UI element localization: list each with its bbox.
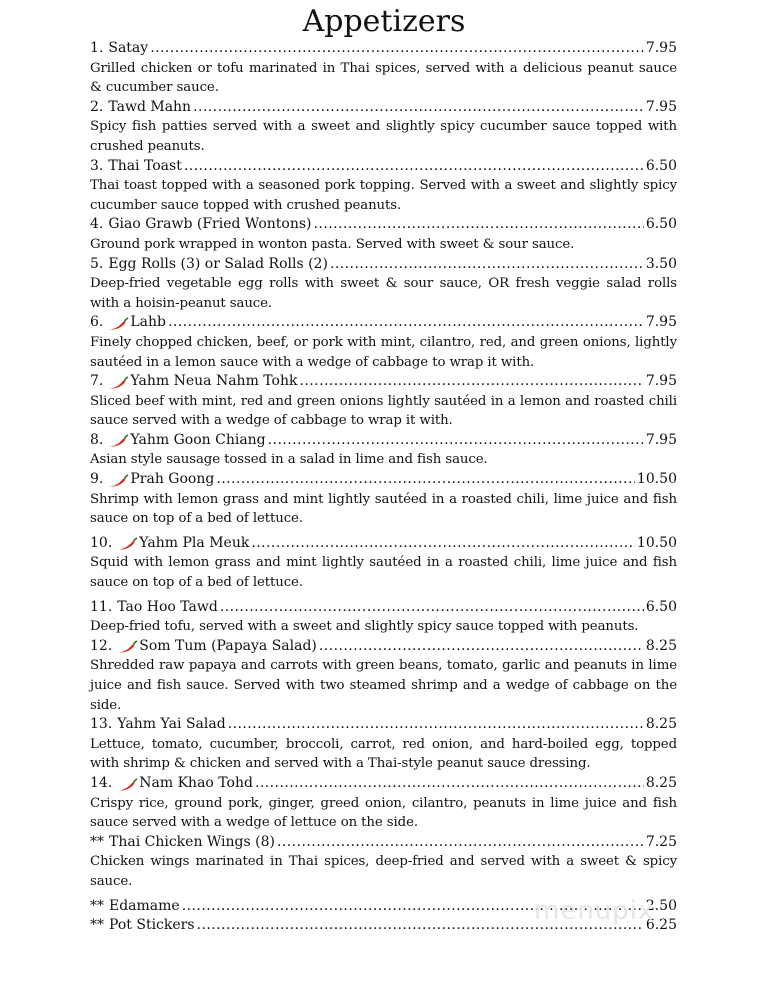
menu-item-row <box>90 215 677 235</box>
chili-pepper-icon <box>116 537 138 551</box>
item-description: Grilled chicken or tofu marinated in Thai spices, served with a delicious peanut sauce & cucumber sauce. <box>90 60 677 96</box>
item-description: Finely chopped chicken, beef, or pork with mint, cilantro, red, and green onions, lightly sautéed in a lemon sauce with a wedge of cabbage to wrap it with. <box>90 334 677 370</box>
dot-leader <box>184 157 644 177</box>
item-description: Squid with lemon grass and mint lightly sautéed in a roasted chili, lime juice and fish sauce on top of a bed of lettuce. <box>90 555 677 591</box>
menu-item <box>90 833 677 892</box>
item-description: Deep-fried vegetable egg rolls with sweet & sour sauce, OR fresh veggie salad rolls with a hoisin-peanut sauce. <box>90 276 677 311</box>
item-number: 6. <box>90 314 104 331</box>
item-name: Nam Khao Tohd <box>139 774 253 791</box>
item-price: 7.95 <box>645 431 677 448</box>
item-price: 6.50 <box>645 216 677 233</box>
menu-item <box>90 372 677 431</box>
item-name: Prah Goong <box>130 471 215 488</box>
item-price: 7.95 <box>645 314 677 331</box>
menu-item <box>90 534 677 593</box>
chili-pepper-icon <box>116 778 138 792</box>
item-number: 7. <box>90 373 104 390</box>
dot-leader <box>220 598 644 618</box>
item-price: 3.50 <box>645 255 677 272</box>
item-name: Som Tum (Papaya Salad) <box>139 637 317 654</box>
item-price: 10.50 <box>636 534 677 551</box>
item-name: Yahm Yai Salad <box>117 716 226 733</box>
appetizers-menu <box>90 39 677 936</box>
item-description: Asian style sausage tossed in a salad in lime and fish sauce. <box>90 452 488 468</box>
item-price: 8.25 <box>645 716 677 733</box>
item-description: Thai toast topped with a seasoned pork topping. Served with a sweet and slightly spicy cucumber sauce topped with crushed peanuts. <box>90 178 677 213</box>
dot-leader <box>168 313 644 333</box>
menu-item-row <box>90 637 677 657</box>
item-number: 5. <box>90 255 104 272</box>
item-description: Shredded raw papaya and carrots with green beans, tomato, garlic and peanuts in lime juice and fish sauce. Served with two steamed shrimp and a wedge of cabbage on the side. <box>90 658 677 713</box>
chili-pepper-icon <box>107 376 129 390</box>
chili-pepper-icon <box>116 640 138 654</box>
dot-leader <box>251 534 635 554</box>
menu-item <box>90 598 677 637</box>
item-description: Spicy fish patties served with a sweet and slightly spicy cucumber sauce topped with crushed peanuts. <box>90 119 677 154</box>
menu-item-row <box>90 774 677 794</box>
dot-leader <box>319 637 644 657</box>
item-price: 10.50 <box>636 471 677 488</box>
item-name: Thai Chicken Wings (8) <box>109 833 275 850</box>
dot-leader <box>193 98 644 118</box>
item-price: 8.25 <box>645 637 677 654</box>
menu-item-row <box>90 598 677 618</box>
item-name: Tao Hoo Tawd <box>117 598 218 615</box>
item-price: 6.50 <box>645 598 677 615</box>
chili-pepper-icon <box>107 474 129 488</box>
menu-item-row <box>90 715 677 735</box>
item-name: Egg Rolls (3) or Salad Rolls (2) <box>108 255 328 272</box>
item-number: 1. <box>90 40 104 56</box>
dot-leader <box>150 39 644 59</box>
item-name: Edamame <box>109 897 180 914</box>
menu-item <box>90 98 677 157</box>
item-description: Sliced beef with mint, red and green onions lightly sautéed in a lemon and roasted chili sauce served with a wedge of cabbage to wrap it with. <box>90 393 677 429</box>
dot-leader <box>216 470 635 490</box>
item-number: 4. <box>90 216 104 233</box>
chili-pepper-icon <box>107 317 129 331</box>
menu-item <box>90 774 677 833</box>
menu-item-row <box>90 833 677 853</box>
menu-item-row <box>90 470 677 490</box>
item-number: 10. <box>90 534 113 551</box>
menu-item-row <box>90 157 677 177</box>
dot-leader <box>268 431 644 451</box>
dot-leader <box>314 215 644 235</box>
item-description: Shrimp with lemon grass and mint lightly sautéed in a roasted chili, lime juice and fish sauce on top of a bed of lettuce. <box>90 491 677 527</box>
item-number: ** <box>90 833 104 850</box>
item-number: ** <box>90 897 104 914</box>
item-number: 9. <box>90 471 104 488</box>
item-price: 7.95 <box>645 98 677 115</box>
item-name: Thai Toast <box>108 157 182 174</box>
menu-item <box>90 313 677 372</box>
menu-item <box>90 637 677 715</box>
item-number: 8. <box>90 431 104 448</box>
menu-item <box>90 470 677 529</box>
item-number: 3. <box>90 157 104 174</box>
item-description: Ground pork wrapped in wonton pasta. Served with sweet & sour sauce. <box>90 236 575 252</box>
chili-pepper-icon <box>107 434 129 448</box>
item-name: Yahm Goon Chiang <box>130 431 266 448</box>
item-name: Lahb <box>130 314 166 331</box>
item-name: Pot Stickers <box>109 917 195 934</box>
item-price: 7.25 <box>645 833 677 850</box>
item-description: Chicken wings marinated in Thai spices, deep-fried and served with a sweet & spicy sauce. <box>90 854 677 889</box>
menu-item <box>90 39 677 98</box>
item-name: Yahm Pla Meuk <box>139 534 250 551</box>
item-number: 2. <box>90 98 104 115</box>
menu-item-row <box>90 98 677 118</box>
menu-item-row <box>90 313 677 333</box>
dot-leader <box>277 833 644 853</box>
watermark: menupix <box>534 896 655 926</box>
menu-item <box>90 157 677 216</box>
item-name: Tawd Mahn <box>108 98 192 115</box>
item-number: ** <box>90 917 104 934</box>
menu-item <box>90 255 677 314</box>
menu-item-row <box>90 534 677 554</box>
item-name: Satay <box>108 40 149 56</box>
page-title: Appetizers <box>302 4 466 39</box>
item-price: 6.50 <box>645 157 677 174</box>
menu-item <box>90 715 677 774</box>
menu-item <box>90 215 677 254</box>
item-name: Giao Grawb (Fried Wontons) <box>108 216 312 233</box>
item-number: 12. <box>90 637 113 654</box>
item-number: 14. <box>90 774 113 791</box>
item-price: 7.95 <box>645 373 677 390</box>
item-description: Lettuce, tomato, cucumber, broccoli, carrot, red onion, and hard-boiled egg, topped with shrimp & chicken and served with a Thai-style peanut sauce dressing. <box>90 736 677 772</box>
dot-leader <box>228 715 644 735</box>
menu-item-row <box>90 39 677 59</box>
dot-leader <box>330 255 644 275</box>
menu-item <box>90 431 677 470</box>
item-description: Deep-fried tofu, served with a sweet and slightly spicy sauce topped with peanuts. <box>90 619 639 635</box>
item-price: 8.25 <box>645 774 677 791</box>
item-number: 13. <box>90 716 113 733</box>
dot-leader <box>255 774 644 794</box>
item-number: 11. <box>90 598 113 615</box>
dot-leader <box>299 372 643 392</box>
item-description: Crispy rice, ground pork, ginger, greed onion, cilantro, peanuts in lime juice and fish sauce served with a wedge of lettuce on the side. <box>90 795 677 831</box>
item-price: 2.50 <box>645 897 677 914</box>
menu-item-row <box>90 255 677 275</box>
item-price: 7.95 <box>645 40 677 56</box>
menu-item-row <box>90 372 677 392</box>
item-name: Yahm Neua Nahm Tohk <box>130 373 298 390</box>
menu-item-row <box>90 431 677 451</box>
item-price: 6.25 <box>645 917 677 934</box>
